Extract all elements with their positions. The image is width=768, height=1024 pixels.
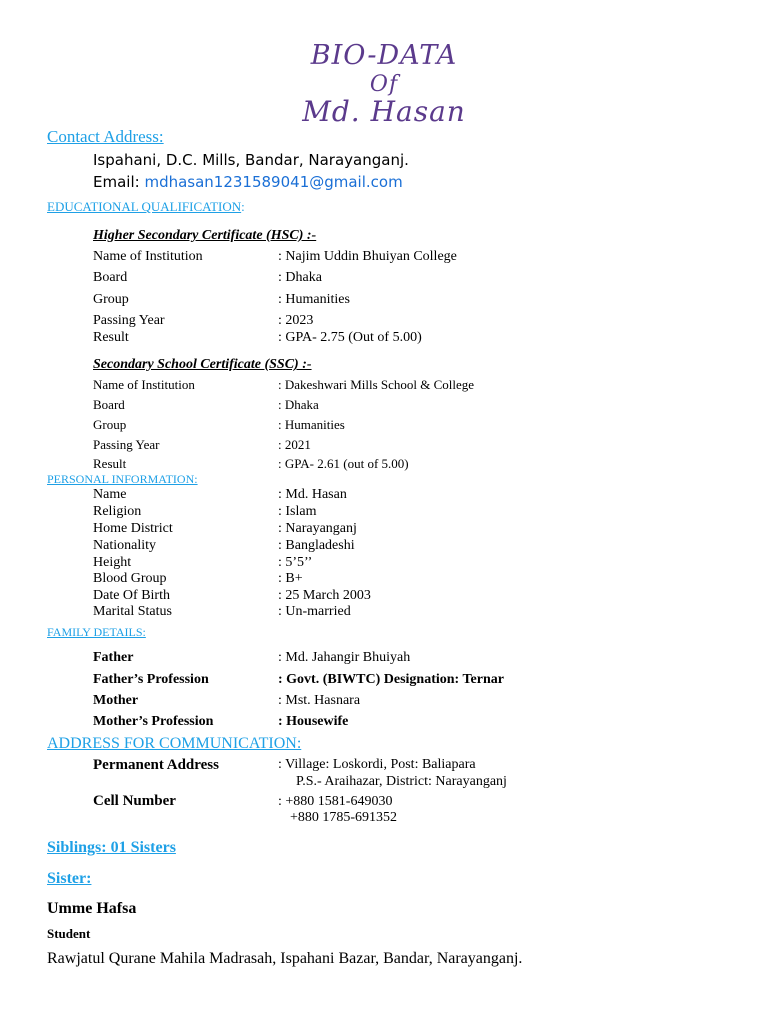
- hsc-value: : GPA- 2.75 (Out of 5.00): [278, 330, 422, 345]
- personal-label: Religion: [93, 504, 142, 519]
- hsc-value: : 2023: [278, 313, 314, 328]
- contact-heading: Contact Address:: [47, 127, 164, 146]
- ssc-title: Secondary School Certificate (SSC) :-: [93, 357, 312, 372]
- title-line-2: Of: [369, 72, 399, 97]
- personal-label: Home District: [93, 521, 173, 536]
- personal-label: Date Of Birth: [93, 588, 170, 603]
- hsc-label: Passing Year: [93, 313, 165, 328]
- communication-heading: ADDRESS FOR COMMUNICATION:: [47, 735, 302, 752]
- permanent-address-label: Permanent Address: [93, 757, 219, 773]
- email-link[interactable]: mdhasan1231589041@gmail.com: [144, 173, 403, 191]
- ssc-label: Group: [93, 417, 127, 432]
- permanent-address-line-2: P.S.- Araihazar, District: Narayanganj: [296, 774, 507, 789]
- education-heading-colon: :: [241, 199, 245, 214]
- family-label: Father: [93, 650, 134, 665]
- ssc-value: : Dhaka: [278, 397, 319, 412]
- contact-email-row: [93, 173, 403, 191]
- family-value: : Housewife: [278, 714, 349, 729]
- personal-value: : Un-married: [278, 604, 351, 619]
- personal-label: Height: [93, 555, 132, 570]
- personal-value: : 5’5’’: [278, 555, 313, 570]
- hsc-label: Result: [93, 330, 129, 345]
- personal-value: : B+: [278, 571, 303, 586]
- cell-number-1: : +880 1581-649030: [278, 794, 393, 809]
- ssc-label: Passing Year: [93, 437, 160, 452]
- personal-label: Marital Status: [93, 604, 172, 619]
- hsc-value: : Humanities: [278, 292, 350, 307]
- hsc-title: Higher Secondary Certificate (HSC) :-: [93, 228, 317, 243]
- sister-institution: Rawjatul Qurane Mahila Madrasah, Ispahani Bazar, Bandar, Narayanganj.: [47, 950, 523, 967]
- family-heading: FAMILY DETAILS:: [47, 625, 146, 639]
- personal-value: : Islam: [278, 504, 317, 519]
- ssc-value: : 2021: [278, 437, 311, 452]
- hsc-label: Group: [93, 292, 129, 307]
- title-line-1: BIO-DATA: [310, 40, 458, 71]
- ssc-value: : GPA- 2.61 (out of 5.00): [278, 456, 409, 471]
- personal-value: : 25 March 2003: [278, 588, 371, 603]
- email-label: Email:: [93, 173, 145, 191]
- hsc-value: : Najim Uddin Bhuiyan College: [278, 249, 457, 264]
- family-label: Father’s Profession: [93, 672, 209, 687]
- ssc-value: : Dakeshwari Mills School & College: [278, 377, 475, 392]
- ssc-value: : Humanities: [278, 417, 345, 432]
- ssc-label: Name of Institution: [93, 377, 195, 392]
- personal-value: : Bangladeshi: [278, 538, 355, 553]
- sister-occupation: Student: [47, 926, 91, 941]
- hsc-value: : Dhaka: [278, 270, 322, 285]
- sister-heading: Sister:: [47, 870, 92, 887]
- contact-address: Ispahani, D.C. Mills, Bandar, Narayanganj.: [93, 151, 409, 169]
- personal-label: Nationality: [93, 538, 156, 553]
- cell-number-2: +880 1785-691352: [290, 810, 398, 825]
- family-value: : Mst. Hasnara: [278, 693, 361, 708]
- education-heading-text: EDUCATIONAL QUALIFICATION: [47, 199, 242, 214]
- permanent-address-line-1: : Village: Loskordi, Post: Baliapara: [278, 757, 476, 772]
- title-line-3: Md. Hasan: [302, 95, 466, 128]
- personal-value: : Narayanganj: [278, 521, 357, 536]
- cell-number-label: Cell Number: [93, 793, 176, 809]
- personal-value: : Md. Hasan: [278, 487, 347, 502]
- personal-label: Blood Group: [93, 571, 167, 586]
- family-label: Mother: [93, 693, 139, 708]
- ssc-label: Result: [93, 456, 127, 471]
- family-label: Mother’s Profession: [93, 714, 214, 729]
- personal-heading: PERSONAL INFORMATION:: [47, 472, 198, 486]
- sister-name: Umme Hafsa: [47, 900, 137, 917]
- ssc-label: Board: [93, 397, 125, 412]
- education-heading: [47, 199, 245, 215]
- siblings-heading: Siblings: 01 Sisters: [47, 839, 176, 856]
- personal-label: Name: [93, 487, 127, 502]
- hsc-label: Board: [93, 270, 128, 285]
- family-value: : Govt. (BIWTC) Designation: Ternar: [278, 672, 504, 687]
- family-value: : Md. Jahangir Bhuiyah: [278, 650, 411, 665]
- hsc-label: Name of Institution: [93, 249, 203, 264]
